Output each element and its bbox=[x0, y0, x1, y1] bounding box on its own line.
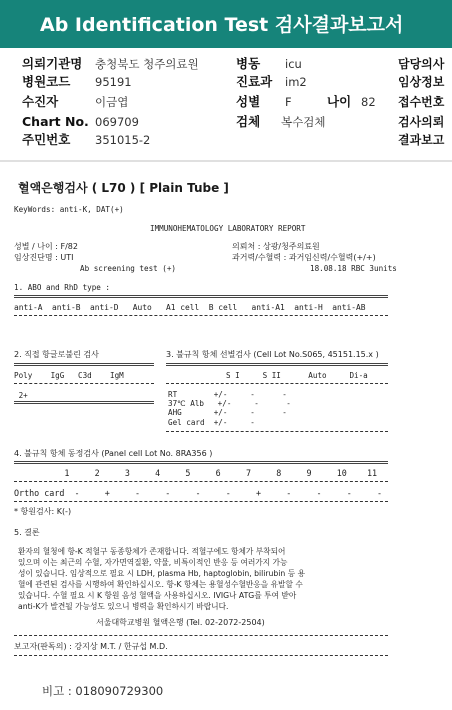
hospital-code-label: 병원코드 bbox=[22, 74, 71, 89]
report-title-bar bbox=[0, 0, 452, 48]
history-line: 과거력/수혈력 : 과거임신력/수혈력(+/+) bbox=[232, 253, 376, 262]
right-col-2: 접수번호 bbox=[398, 95, 445, 109]
diagnosis-line: 임상진단명 : UTI bbox=[14, 253, 74, 262]
section-1-title: 1. ABO and RhD type : bbox=[14, 283, 111, 292]
info-row-chart bbox=[0, 113, 452, 131]
sex-age-line: 성별 / 나이 : F/82 bbox=[14, 242, 78, 251]
rule bbox=[166, 383, 388, 384]
remarks: 비고 : 018090729300 bbox=[42, 684, 164, 698]
rule bbox=[14, 481, 388, 482]
report-title: Ab Identification Test 검사결과보고서 bbox=[40, 14, 404, 36]
hospital-code-value: 95191 bbox=[95, 75, 132, 89]
report-document bbox=[0, 165, 452, 710]
section-3-row: RT +/- - - bbox=[168, 390, 287, 399]
rule bbox=[14, 315, 388, 316]
rule bbox=[14, 383, 154, 384]
right-col-1: 임상정보 bbox=[398, 75, 445, 89]
chart-value: 069709 bbox=[95, 115, 139, 129]
section-divider bbox=[0, 160, 452, 162]
ward-label: 병동 bbox=[236, 56, 261, 71]
rule bbox=[14, 655, 388, 656]
section-1-header: anti-A anti-B anti-D Auto A1 cell B cell anti-A1 anti-H anti-AB bbox=[14, 303, 366, 312]
ward-value: icu bbox=[285, 57, 302, 71]
section-5-title: 5. 결론 bbox=[14, 528, 40, 537]
section-3-row: 37℃ Alb +/- - - bbox=[168, 399, 291, 408]
conclusion-line: 환자의 혈청에 항-K 적혈구 동종항체가 존재합니다. 적혈구에도 항체가 부착되어 bbox=[18, 547, 286, 556]
rule bbox=[14, 501, 388, 502]
requester-line: 의뢰처 : 상광/청주의료원 bbox=[232, 242, 320, 251]
right-col-4: 결과보고 bbox=[398, 133, 445, 147]
specimen-value: 복수검체 bbox=[281, 115, 326, 129]
dept-value: im2 bbox=[285, 75, 307, 89]
rule bbox=[14, 461, 388, 464]
history-date: 18.08.18 RBC 3units bbox=[310, 264, 397, 273]
screening-line: Ab screening test (+) bbox=[80, 264, 177, 273]
rule bbox=[166, 363, 388, 366]
antigen-result: * 항원검사: K(-) bbox=[14, 507, 72, 516]
section-2-value: 2+ bbox=[14, 391, 28, 400]
section-4-header: 1 2 3 4 5 6 7 8 9 10 11 bbox=[14, 468, 378, 478]
conclusion-line: 있으며 이는 최근의 수혈, 자가면역질환, 약물, 비특이적인 반응 등 여러가지 가능 bbox=[18, 558, 288, 567]
keywords: KeyWords: anti-K, DAT(+) bbox=[14, 205, 124, 214]
sex-value: F bbox=[285, 95, 292, 109]
resident-label: 주민번호 bbox=[22, 132, 71, 147]
section-3-row: Gel card +/- - bbox=[168, 418, 255, 427]
report-heading: 혈액은행검사 ( L70 ) [ Plain Tube ] bbox=[18, 181, 229, 195]
conclusion-line: anti-K가 발견될 가능성도 있으니 병력을 확인하시기 바랍니다. bbox=[18, 602, 229, 611]
rule bbox=[14, 295, 388, 298]
info-row-recipient bbox=[0, 93, 452, 111]
section-2-title: 2. 직접 항글로불린 검사 bbox=[14, 350, 99, 359]
age-label: 나이 bbox=[327, 94, 352, 109]
rule bbox=[166, 431, 388, 432]
rule bbox=[14, 363, 154, 366]
recipient-value: 이금엽 bbox=[95, 95, 129, 109]
chart-label: Chart No. bbox=[22, 114, 89, 129]
section-4-title: 4. 불규칙 항체 동정검사 (Panel cell Lot No. 8RA356 ) bbox=[14, 449, 213, 458]
recipient-label: 수진자 bbox=[22, 94, 59, 109]
dept-label: 진료과 bbox=[236, 74, 273, 89]
age-value: 82 bbox=[361, 95, 376, 109]
section-2-header: Poly IgG C3d IgM bbox=[14, 371, 124, 380]
conclusion-line: 성이 있습니다. 임상적으로 필요 시 LDH, plasma Hb, haptoglobin, bilirubin 등 용 bbox=[18, 569, 306, 578]
conclusion-line: 있습니다. 수혈 필요 시 K 항원 음성 혈액을 사용하십시오. IVIG나 ATG를 투여 받아 bbox=[18, 591, 297, 600]
conclusion-line: 혈에 관련된 검사를 시행하여 확인하십시오. 항-K 항체는 용혈성수혈반응을 유발할 수 bbox=[18, 580, 303, 589]
section-3-row: AHG +/- - - bbox=[168, 408, 287, 417]
institution-value: 충청북도 청주의료원 bbox=[95, 57, 199, 71]
right-col-3: 검사의뢰 bbox=[398, 115, 445, 129]
right-col-0: 담당의사 bbox=[398, 57, 445, 71]
rule bbox=[14, 401, 154, 404]
specimen-label: 검체 bbox=[236, 114, 261, 129]
patient-info-panel bbox=[0, 51, 452, 159]
rule bbox=[14, 635, 388, 636]
resident-value: 351015-2 bbox=[95, 133, 151, 147]
section-3-title: 3. 불규칙 항체 선별검사 (Cell Lot No.S065, 45151.15.x ) bbox=[166, 350, 379, 359]
lab-report-heading: IMMUNOHEMATOLOGY LABORATORY REPORT bbox=[150, 224, 306, 233]
section-4-row: Ortho card - + - - - - + - - - - bbox=[14, 488, 383, 498]
sex-label: 성별 bbox=[236, 94, 261, 109]
info-row-institution bbox=[0, 55, 452, 73]
section-3-header: S I S II Auto Di-a bbox=[226, 371, 368, 380]
info-row-hospital bbox=[0, 73, 452, 91]
info-row-resident bbox=[0, 131, 452, 149]
lab-contact: 서울대학교병원 혈액은행 (Tel. 02-2072-2504) bbox=[96, 618, 265, 627]
institution-label: 의뢰기관명 bbox=[22, 56, 83, 71]
reporter-line: 보고자(판독의) : 강지상 M.T. / 한규섭 M.D. bbox=[14, 642, 168, 651]
